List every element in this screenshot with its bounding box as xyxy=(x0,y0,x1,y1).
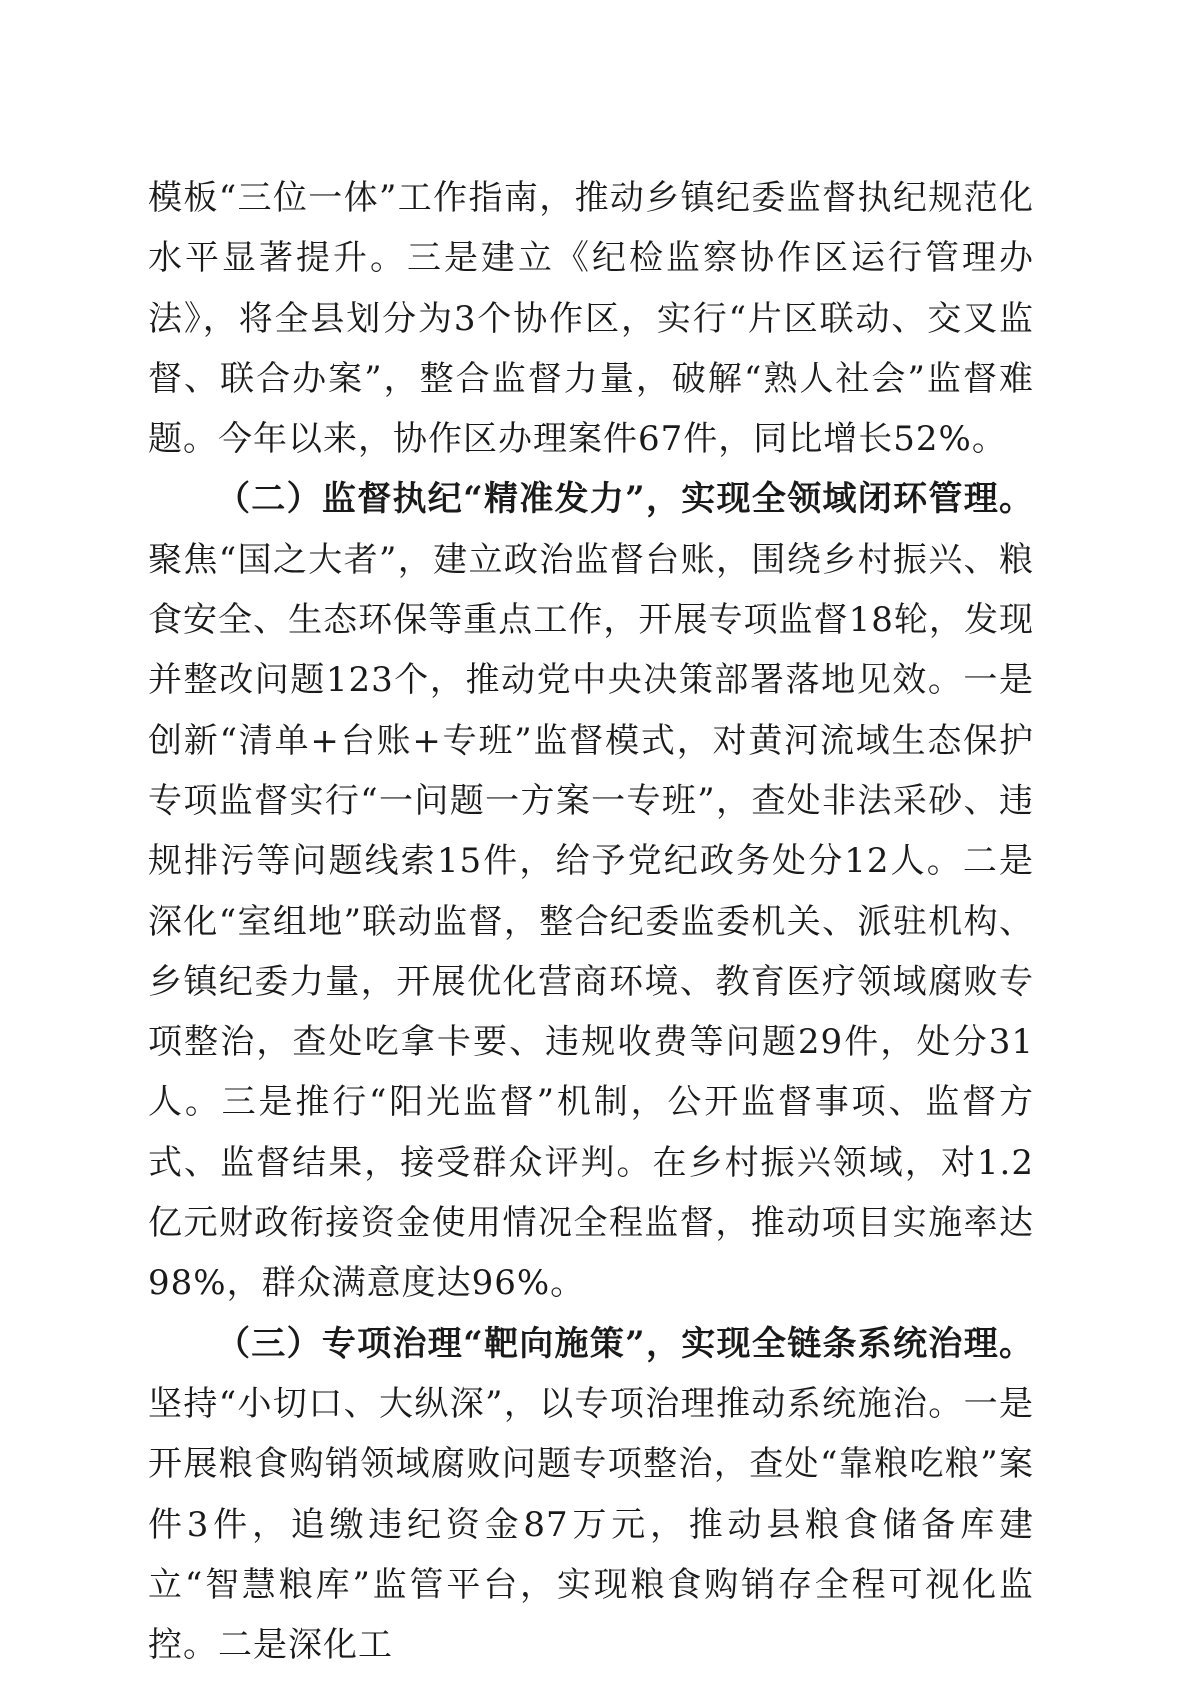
paragraph-2-heading: （二）监督执纪“精准发力”，实现全领域闭环管理。 xyxy=(216,479,1034,520)
paragraph-1 xyxy=(148,168,1034,469)
paragraph-1-text: 模板“三位一体”工作指南，推动乡镇纪委监督执纪规范化水平显著提升。三是建立《纪检监察协作区运行管理办法》，将全县划分为3个协作区，实行“片区联动、交叉监督、联合办案”，整合监督力量，破解“熟人社会”监督难题。今年以来，协作区办理案件67件，同比增长52%。 xyxy=(148,178,1034,460)
document-body xyxy=(148,168,1034,1675)
paragraph-3 xyxy=(148,1314,1034,1676)
paragraph-3-text: 坚持“小切口、大纵深”，以专项治理推动系统施治。一是开展粮食购销领域腐败问题专项整治，查处“靠粮吃粮”案件3件，追缴违纪资金87万元，推动县粮食储备库建立“智慧粮库”监管平台，实现粮食购销存全程可视化监控。二是深化工 xyxy=(148,1383,1034,1666)
paragraph-3-heading: （三）专项治理“靶向施策”，实现全链条系统治理。 xyxy=(216,1323,1034,1364)
paragraph-2-text: 聚焦“国之大者”，建立政治监督台账，围绕乡村振兴、粮食安全、生态环保等重点工作，开展专项监督18轮，发现并整改问题123个，推动党中央决策部署落地见效。一是创新“清单+台账+专班”监督模式，对黄河流域生态保护专项监督实行“一问题一方案一专班”，查处非法采砂、违规排污等问题线索15件，给予党纪政务处分12人。二是深化“室组地”联动监督，整合纪委监委机关、派驻机构、乡镇纪委力量，开展优化营商环境、教育医疗领域腐败专项整治，查处吃拿卡要、违规收费等问题29件，处分31人。三是推行“阳光监督”机制，公开监督事项、监督方式、监督结果，接受群众评判。在乡村振兴领域，对1.2亿元财政衔接资金使用情况全程监督，推动项目实施率达98%，群众满意度达96%。 xyxy=(148,539,1034,1304)
paragraph-2 xyxy=(148,469,1034,1313)
